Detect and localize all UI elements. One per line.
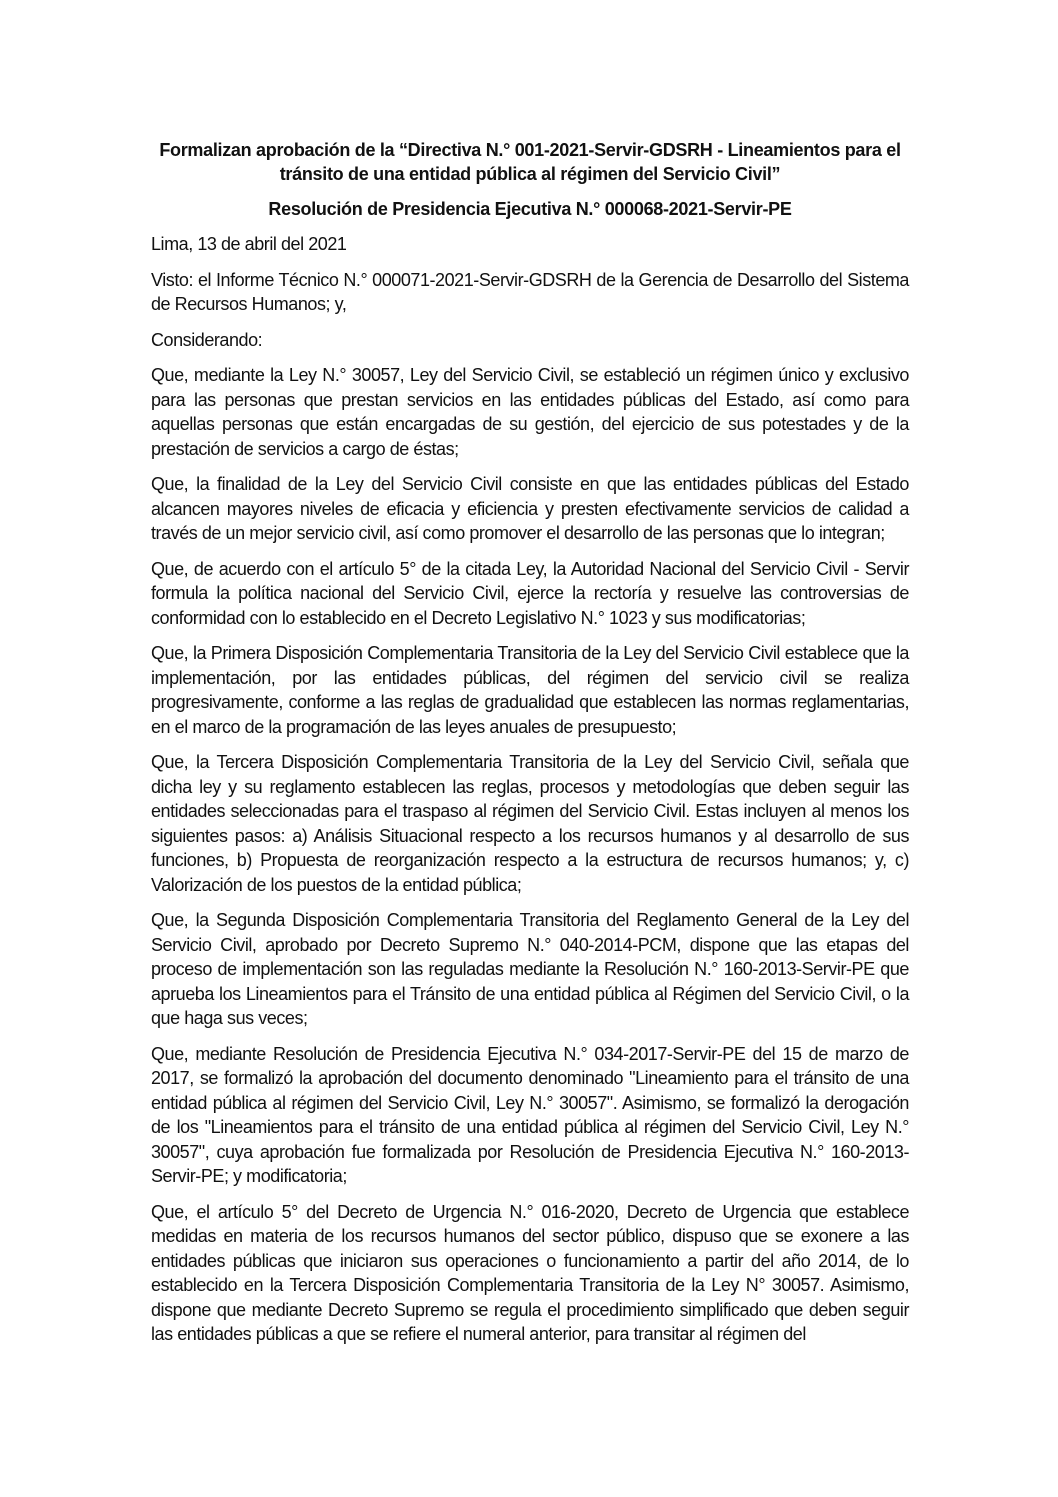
considerando-heading: Considerando: [151, 329, 263, 350]
paragraph-tercera-disposicion: Que, la Tercera Disposición Complementaria Transitoria de la Ley del Servicio Civil, señala que dicha ley y su reglamento establecen las reglas, procesos y metodologías que deben seguir las entidades seleccionadas para el traspaso al régimen del Servicio Civil. Estas incluyen al menos los siguientes pasos: a) Análisis Situacional respecto a los recursos humanos y al desarrollo de sus funciones, b) Propuesta de reorganización respecto a la estructura de recursos humanos; y, c) Valorización de los puestos de la entidad pública; [151, 752, 909, 895]
paragraph-segunda-disposicion: Que, la Segunda Disposición Complementaria Transitoria del Reglamento General de la Ley del Servicio Civil, aprobado por Decreto Supremo N.° 040-2014-PCM, dispone que las etapas del proceso de implementación son las reguladas mediante la Resolución N.° 160-2013-Servir-PE que aprueba los Lineamientos para el Tránsito de una entidad pública al Régimen del Servicio Civil, o la que haga sus veces; [151, 910, 909, 1028]
paragraph-primera-disposicion: Que, la Primera Disposición Complementaria Transitoria de la Ley del Servicio Civil establece que la implementación, por las entidades públicas, del régimen del servicio civil se realiza progresivamente, conforme a las reglas de gradualidad que establecen las normas reglamentarias, en el marco de la programación de las leyes anuales de presupuesto; [151, 643, 909, 737]
paragraph-ley-30057: Que, mediante la Ley N.° 30057, Ley del Servicio Civil, se estableció un régimen único y exclusivo para las personas que prestan servicios en las entidades públicas del Estado, así como para aquellas personas que están encargadas de su gestión, del ejercicio de sus potestades y de la prestación de servicios a cargo de éstas; [151, 365, 909, 459]
paragraph-articulo-5: Que, de acuerdo con el artículo 5° de la citada Ley, la Autoridad Nacional del Servicio Civil - Servir formula la política nacional del Servicio Civil, ejerce la rectoría y resuelve las controversias de conformidad con lo establecido en el Decreto Legislativo N.° 1023 y sus modificatorias; [151, 558, 909, 628]
paragraph-finalidad: Que, la finalidad de la Ley del Servicio Civil consiste en que las entidades públicas del Estado alcancen mayores niveles de eficacia y eficiencia y presten efectivamente servicios de calidad a través de un mejor servicio civil, así como promover el desarrollo de las personas que lo integran; [151, 474, 909, 543]
document-body [151, 138, 909, 1347]
date-line: Lima, 13 de abril del 2021 [151, 234, 347, 254]
visto-paragraph: Visto: el Informe Técnico N.° 000071-2021-Servir-GDSRH de la Gerencia de Desarrollo del Sistema de Recursos Humanos; y, [151, 269, 909, 314]
paragraph-decreto-urgencia: Que, el artículo 5° del Decreto de Urgencia N.° 016-2020, Decreto de Urgencia que establece medidas en materia de los recursos humanos del sector público, dispuso que se exonere a las entidades públicas que iniciaron sus operaciones o funcionamiento a partir del año 2014, de lo establecido en la Tercera Disposición Complementaria Transitoria de la Ley N° 30057. Asimismo, dispone que mediante Decreto Supremo se regula el procedimiento simplificado que deben seguir las entidades públicas a que se refiere el numeral anterior, para transitar al régimen del [151, 1201, 909, 1344]
document-title: Formalizan aprobación de la “Directiva N.° 001-2021-Servir-GDSRH - Lineamientos para el tránsito de una entidad pública al régimen del Servicio Civil” [159, 140, 901, 184]
resolution-number: Resolución de Presidencia Ejecutiva N.° 000068-2021-Servir-PE [268, 199, 792, 219]
paragraph-resolucion-034: Que, mediante Resolución de Presidencia Ejecutiva N.° 034-2017-Servir-PE del 15 de marzo de 2017, se formalizó la aprobación del documento denominado "Lineamiento para el tránsito de una entidad pública al régimen del Servicio Civil, Ley N.° 30057". Asimismo, se formalizó la derogación de los "Lineamientos para el tránsito de una entidad pública al régimen del Servicio Civil, Ley N.° 30057", cuya aprobación fue formalizada por Resolución de Presidencia Ejecutiva N.° 160-2013-Servir-PE; y modificatoria; [151, 1043, 909, 1186]
